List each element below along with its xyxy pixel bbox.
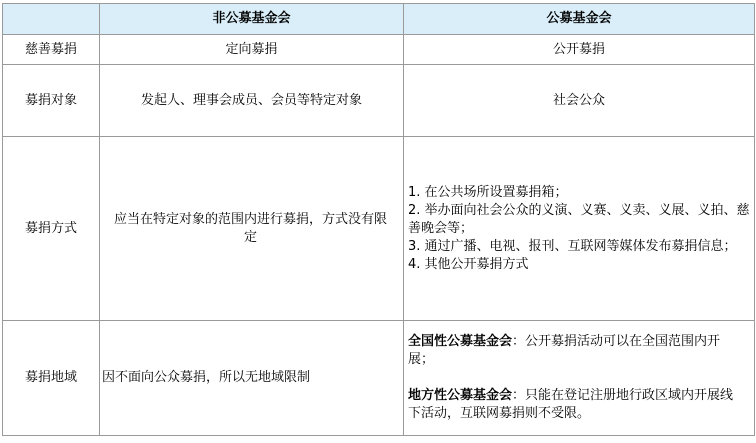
- row-label-target: 募捐对象: [3, 65, 100, 137]
- region-local-paragraph: [408, 387, 746, 423]
- cell-region-public: [404, 321, 755, 436]
- cell-donation-private: 定向募捐: [100, 35, 404, 65]
- list-item: 2. 举办面向社会公众的义演、义赛、义卖、义展、义拍、慈善晚会等；: [408, 202, 750, 236]
- list-item: 4. 其他公开募捐方式: [408, 256, 529, 272]
- region-local-text: ：只能在登记注册地行政区域内开展线下活动，互联网募捐则不受限。: [408, 388, 734, 421]
- comparison-table: [2, 3, 755, 436]
- method-public-list: [406, 184, 754, 274]
- method-private-text: 应当在特定对象的范围内进行募捐，方式没有限定: [113, 211, 387, 245]
- header-private-foundation: 非公募基金会: [100, 4, 404, 35]
- list-item: 1. 在公共场所设置募捐箱；: [408, 184, 568, 200]
- header-corner-cell: [3, 4, 100, 35]
- header-row: [3, 4, 755, 35]
- header-public-foundation: 公募基金会: [404, 4, 755, 35]
- cell-method-private: [100, 137, 404, 321]
- list-item: 3. 通过广播、电视、报刊、互联网等媒体发布募捐信息；: [408, 238, 737, 254]
- cell-donation-public: 公开募捐: [404, 35, 755, 65]
- row-label-donation: 慈善募捐: [3, 35, 100, 65]
- region-national-title: 全国性公募基金会: [408, 334, 513, 349]
- cell-target-private: 发起人、理事会成员、会员等特定对象: [100, 65, 404, 137]
- region-local-title: 地方性公募基金会: [408, 388, 513, 403]
- cell-target-public: 社会公众: [404, 65, 755, 137]
- table-row: [3, 321, 755, 436]
- table-row: [3, 65, 755, 137]
- cell-method-public: [404, 137, 755, 321]
- row-label-method: 募捐方式: [3, 137, 100, 321]
- table-row: [3, 35, 755, 65]
- region-public-block: [406, 331, 754, 425]
- region-national-text: ：公开募捐活动可以在全国范围内开展；: [408, 334, 721, 367]
- region-national-paragraph: [408, 333, 746, 369]
- row-label-region: 募捐地域: [3, 321, 100, 436]
- cell-region-private: 因不面向公众募捐，所以无地域限制: [100, 321, 404, 436]
- table-row: [3, 137, 755, 321]
